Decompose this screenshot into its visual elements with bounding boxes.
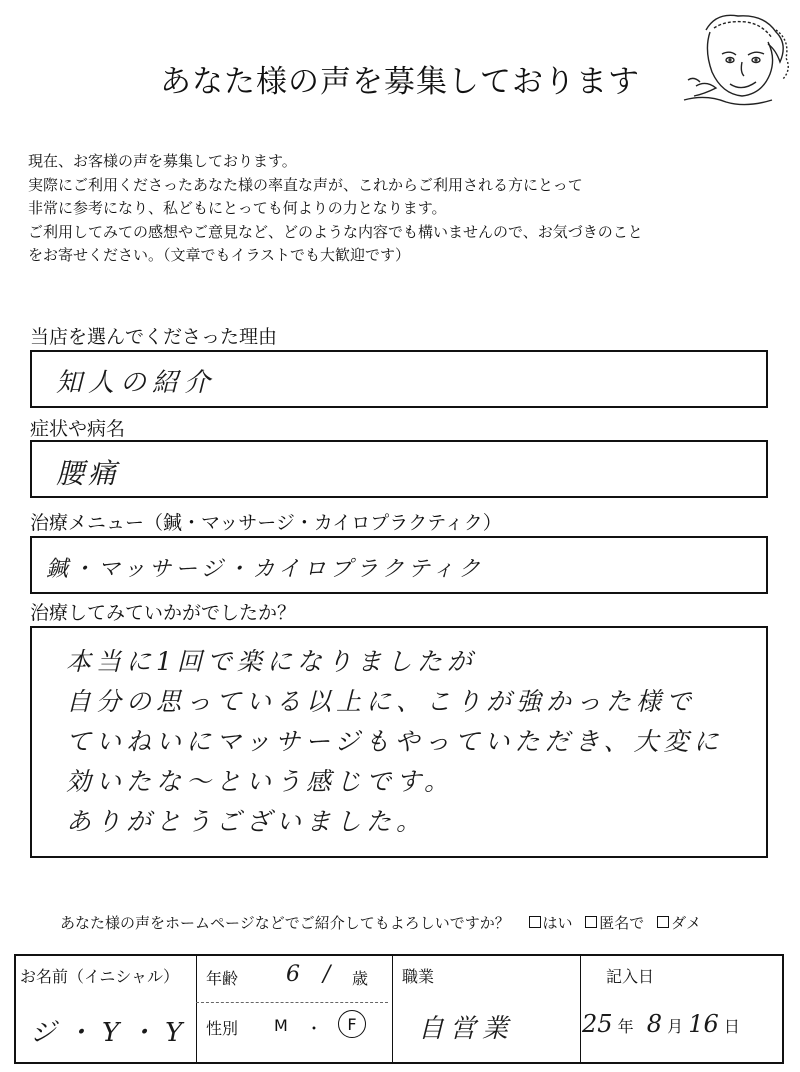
- checkbox-icon[interactable]: [529, 916, 541, 928]
- question-label-symptom: 症状や病名: [30, 418, 126, 440]
- impression-line: ありがとうございました。: [66, 807, 427, 836]
- checkbox-icon[interactable]: [657, 916, 669, 928]
- consent-option-label: はい: [542, 914, 573, 932]
- answer-reason: 知人の紹介: [56, 368, 217, 398]
- checkbox-icon[interactable]: [585, 916, 597, 928]
- impression-line: 本当に1回で楽になりましたが: [66, 647, 477, 676]
- consent-option-label: 匿名で: [599, 914, 645, 932]
- name-value[interactable]: ジ・Y・Y: [30, 1018, 193, 1048]
- impression-line: ていねいにマッサージもやっていただき、大変に: [66, 727, 724, 756]
- date-year-unit: 年: [617, 1017, 634, 1036]
- intro-text: [28, 150, 788, 268]
- consent-option-yes[interactable]: [529, 914, 573, 932]
- date-value[interactable]: [582, 1010, 740, 1038]
- date-month-unit: 月: [667, 1017, 684, 1036]
- consent-row: [60, 912, 701, 933]
- date-day-unit: 日: [723, 1017, 740, 1036]
- table-divider: [580, 956, 581, 1062]
- question-label-reason: 当店を選んでくださった理由: [30, 326, 278, 348]
- consent-option-label: ダメ: [671, 914, 702, 932]
- gender-label: 性別: [206, 1019, 239, 1038]
- intro-line: をお寄せください。（文章でもイラストでも大歓迎です）: [28, 246, 411, 264]
- page-title: あなた様の声を募集しております: [160, 64, 640, 100]
- answer-impression: [66, 642, 724, 842]
- date-label: 記入日: [606, 967, 655, 986]
- question-label-menu: 治療メニュー（鍼・マッサージ・カイロプラクティク）: [30, 512, 502, 534]
- consent-option-anonymous[interactable]: [585, 914, 644, 932]
- info-table: [14, 954, 784, 1064]
- answer-box-reason[interactable]: [30, 350, 768, 408]
- consent-question: あなた様の声をホームページなどでご紹介してもよろしいですか？: [60, 914, 510, 932]
- name-label: お名前（イニシャル）: [20, 967, 180, 986]
- impression-line: 効いたな〜という感じです。: [66, 767, 455, 796]
- answer-symptom: 腰痛: [56, 457, 121, 490]
- date-day: 16: [688, 1010, 719, 1038]
- age-label: 年齢: [206, 969, 239, 988]
- intro-line: ご利用してみての感想やご意見など、どのような内容でも構いませんので、お気づきのこと: [28, 222, 643, 241]
- portrait-illustration: [676, 10, 794, 110]
- age-unit: 歳: [352, 969, 369, 988]
- consent-option-no[interactable]: [657, 914, 701, 932]
- job-value[interactable]: 自営業: [418, 1014, 515, 1044]
- age-value[interactable]: 6 /: [286, 962, 339, 987]
- answer-menu: 鍼・マッサージ・カイロプラクティク: [46, 557, 485, 582]
- gender-separator: ・: [306, 1019, 323, 1038]
- answer-box-symptom[interactable]: [30, 440, 768, 498]
- question-label-impression: 治療してみていかがでしたか？: [30, 602, 297, 624]
- date-year: 25: [582, 1010, 613, 1038]
- answer-box-impression[interactable]: [30, 626, 768, 858]
- intro-line: 現在、お客様の声を募集しております。: [28, 152, 297, 170]
- gender-f-circled[interactable]: F: [338, 1010, 366, 1038]
- job-label: 職業: [402, 967, 435, 986]
- impression-line: 自分の思っている以上に、こりが強かった様で: [66, 687, 697, 716]
- table-row-divider: [196, 1002, 388, 1003]
- table-divider: [392, 956, 393, 1062]
- answer-box-menu[interactable]: [30, 536, 768, 594]
- table-divider: [196, 956, 197, 1062]
- intro-line: 実際にご利用くださったあなた様の率直な声が、これからご利用される方にとって: [28, 175, 583, 194]
- date-month: 8: [646, 1010, 663, 1038]
- intro-line: 非常に参考になり、私どもにとっても何よりの力となります。: [28, 199, 447, 217]
- gender-m[interactable]: M: [274, 1016, 288, 1035]
